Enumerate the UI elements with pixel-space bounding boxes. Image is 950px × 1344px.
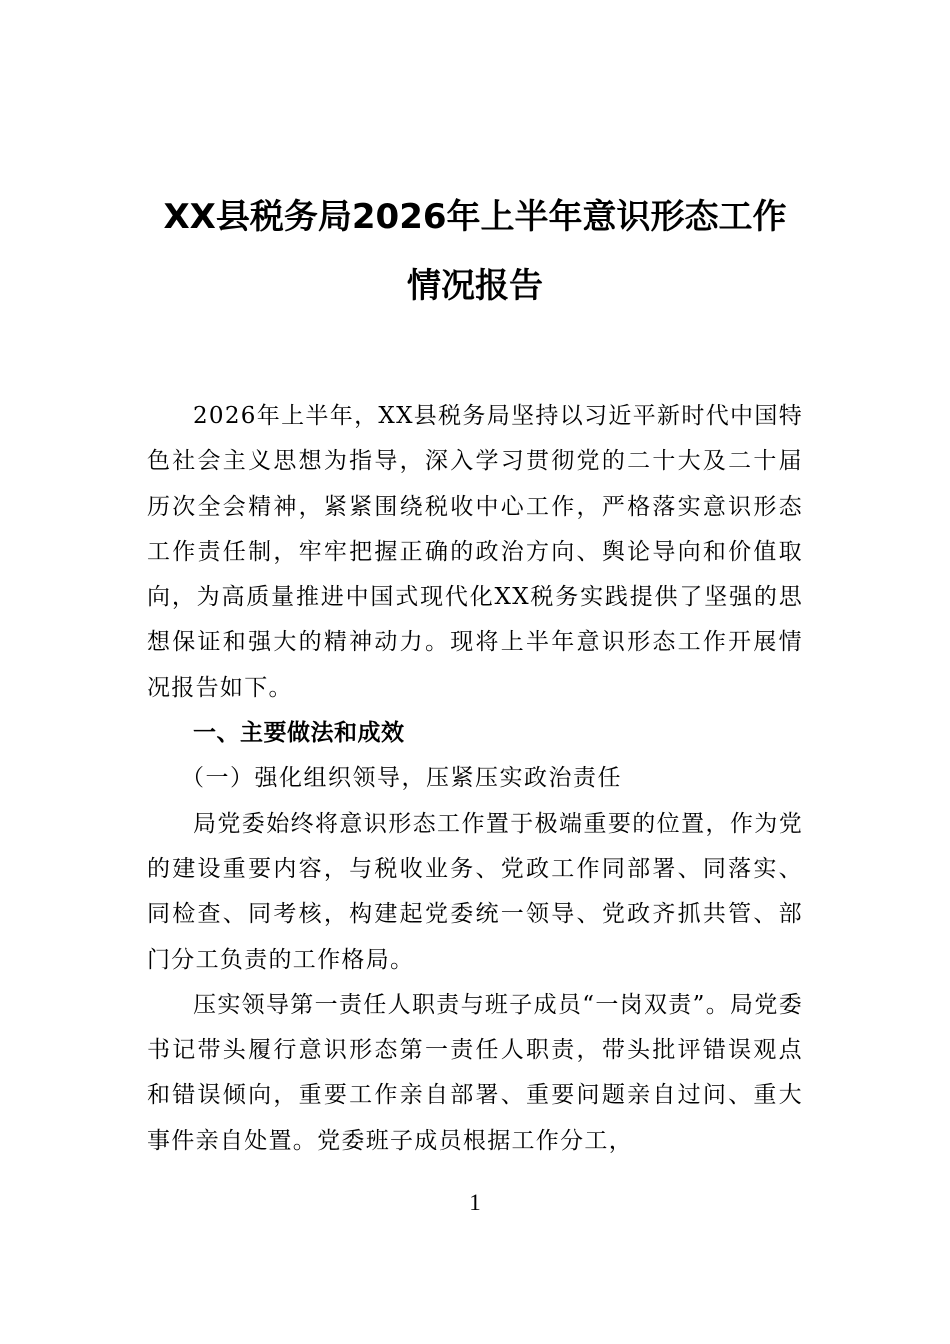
document-title-line-1: XX县税务局2026年上半年意识形态工作: [163, 197, 787, 237]
document-body: [147, 394, 803, 1164]
intro-paragraph: 2026年上半年，XX县税务局坚持以习近平新时代中国特色社会主义思想为指导，深入学习贯彻党的二十大及二十届历次全会精神，紧紧围绕税收中心工作，严格落实意识形态工作责任制，牢牢把握正确的政治方向、舆论导向和价值取向，为高质量推进中国式现代化XX税务实践提供了坚强的思想保证和强大的精神动力。现将上半年意识形态工作开展情况报告如下。: [147, 403, 803, 701]
document-title-line-2: 情况报告: [407, 266, 543, 306]
body-paragraph: 局党委始终将意识形态工作置于极端重要的位置，作为党的建设重要内容，与税收业务、党政工作同部署、同落实、同检查、同考核，构建起党委统一领导、党政齐抓共管、部门分工负责的工作格局。: [147, 810, 803, 973]
body-paragraph: 压实领导第一责任人职责与班子成员“一岗双责”。局党委书记带头履行意识形态第一责任人职责，带头批评错误观点和错误倾向，重要工作亲自部署、重要问题亲自过问、重大事件亲自处置。党委班子成员根据工作分工，: [147, 991, 803, 1154]
page-number: 1: [469, 1190, 481, 1215]
subsection-heading: （一）强化组织领导，压紧压实政治责任: [181, 765, 622, 792]
section-heading: 一、主要做法和成效: [193, 720, 405, 747]
